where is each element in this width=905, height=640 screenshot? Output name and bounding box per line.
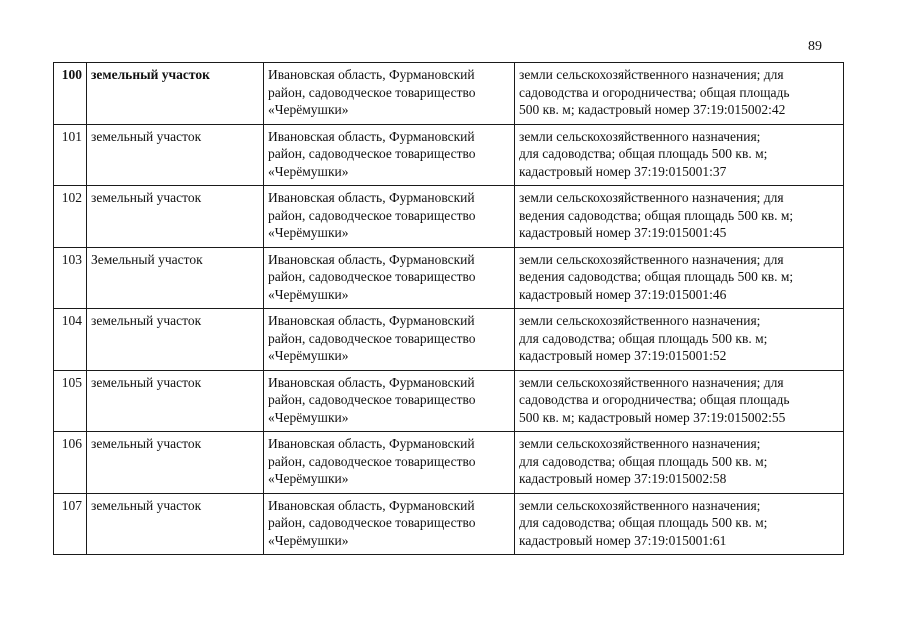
row-number-cell: 102: [54, 186, 87, 248]
address-line: Ивановская область, Фурмановский: [268, 436, 475, 451]
property-type-cell: земельный участок: [87, 432, 264, 494]
row-number-cell: 103: [54, 247, 87, 309]
description-line: садоводства и огородничества; общая площадь: [519, 392, 790, 407]
address-cell: [264, 63, 515, 125]
address-line: Ивановская область, Фурмановский: [268, 251, 475, 267]
address-cell: [264, 186, 515, 248]
description-line: кадастровый номер 37:19:015001:52: [519, 348, 727, 363]
row-number-cell: 101: [54, 124, 87, 186]
description-cell: [515, 370, 844, 432]
property-register-table: [53, 62, 844, 555]
description-line: земли сельскохозяйственного назначения; для: [519, 374, 784, 390]
description-cell: [515, 124, 844, 186]
description-line: кадастровый номер 37:19:015001:45: [519, 225, 727, 240]
address-cell: [264, 432, 515, 494]
row-number-cell: 100: [54, 63, 87, 125]
description-line: садоводства и огородничества; общая площадь: [519, 84, 790, 100]
description-line: земли сельскохозяйственного назначения;: [519, 313, 761, 328]
property-type-cell: земельный участок: [87, 370, 264, 432]
address-cell: [264, 309, 515, 371]
address-line: Ивановская область, Фурмановский: [268, 374, 475, 390]
table-row: [54, 63, 844, 125]
address-line: район, садоводческое товарищество: [268, 330, 476, 346]
address-cell: [264, 370, 515, 432]
table-row: [54, 432, 844, 494]
description-line: для садоводства; общая площадь 500 кв. м;: [519, 146, 768, 161]
description-line: для садоводства; общая площадь 500 кв. м;: [519, 515, 768, 530]
description-line: земли сельскохозяйственного назначения;: [519, 436, 761, 451]
description-line: 500 кв. м; кадастровый номер 37:19:015002:55: [519, 409, 786, 425]
address-cell: [264, 247, 515, 309]
description-line: земли сельскохозяйственного назначения; для: [519, 67, 784, 82]
table-body: [54, 63, 844, 555]
address-line: район, садоводческое товарищество: [268, 269, 476, 284]
description-line: земли сельскохозяйственного назначения;: [519, 497, 761, 513]
address-line: «Черёмушки»: [268, 163, 349, 179]
property-type-cell: Земельный участок: [87, 247, 264, 309]
row-number-cell: 107: [54, 493, 87, 555]
description-line: ведения садоводства; общая площадь 500 кв. м;: [519, 207, 794, 223]
property-type-cell: земельный участок: [87, 309, 264, 371]
address-line: «Черёмушки»: [268, 532, 349, 548]
description-line: кадастровый номер 37:19:015001:37: [519, 163, 727, 179]
description-line: для садоводства; общая площадь 500 кв. м;: [519, 330, 768, 346]
description-cell: [515, 432, 844, 494]
address-line: район, садоводческое товарищество: [268, 515, 476, 530]
property-type-cell: земельный участок: [87, 124, 264, 186]
description-line: для садоводства; общая площадь 500 кв. м;: [519, 453, 768, 469]
table-row: [54, 124, 844, 186]
description-line: кадастровый номер 37:19:015001:61: [519, 532, 727, 548]
address-line: Ивановская область, Фурмановский: [268, 313, 475, 328]
row-number-cell: 106: [54, 432, 87, 494]
property-type-cell: земельный участок: [87, 493, 264, 555]
property-type-cell: земельный участок: [87, 63, 264, 125]
address-line: район, садоводческое товарищество: [268, 146, 476, 161]
address-line: «Черёмушки»: [268, 409, 349, 425]
address-line: «Черёмушки»: [268, 102, 349, 117]
table-row: [54, 186, 844, 248]
address-line: район, садоводческое товарищество: [268, 84, 476, 100]
address-line: «Черёмушки»: [268, 471, 349, 486]
address-line: район, садоводческое товарищество: [268, 453, 476, 469]
table-row: [54, 370, 844, 432]
address-line: Ивановская область, Фурмановский: [268, 67, 475, 82]
address-line: «Черёмушки»: [268, 286, 349, 302]
table-row: [54, 493, 844, 555]
page-number: 89: [808, 39, 822, 54]
address-line: «Черёмушки»: [268, 348, 349, 363]
description-line: земли сельскохозяйственного назначения; для: [519, 251, 784, 267]
address-line: «Черёмушки»: [268, 225, 349, 240]
description-line: земли сельскохозяйственного назначения; для: [519, 190, 784, 205]
description-cell: [515, 309, 844, 371]
table-row: [54, 309, 844, 371]
description-line: 500 кв. м; кадастровый номер 37:19:015002:42: [519, 102, 786, 117]
description-line: кадастровый номер 37:19:015002:58: [519, 471, 727, 486]
address-cell: [264, 124, 515, 186]
row-number-cell: 105: [54, 370, 87, 432]
table-row: [54, 247, 844, 309]
description-cell: [515, 493, 844, 555]
address-line: Ивановская область, Фурмановский: [268, 128, 475, 144]
row-number-cell: 104: [54, 309, 87, 371]
address-line: район, садоводческое товарищество: [268, 207, 476, 223]
description-cell: [515, 63, 844, 125]
description-cell: [515, 247, 844, 309]
address-line: район, садоводческое товарищество: [268, 392, 476, 407]
address-line: Ивановская область, Фурмановский: [268, 497, 475, 513]
description-line: ведения садоводства; общая площадь 500 кв. м;: [519, 269, 794, 284]
address-line: Ивановская область, Фурмановский: [268, 190, 475, 205]
description-line: земли сельскохозяйственного назначения;: [519, 128, 761, 144]
description-cell: [515, 186, 844, 248]
address-cell: [264, 493, 515, 555]
description-line: кадастровый номер 37:19:015001:46: [519, 286, 727, 302]
property-type-cell: земельный участок: [87, 186, 264, 248]
